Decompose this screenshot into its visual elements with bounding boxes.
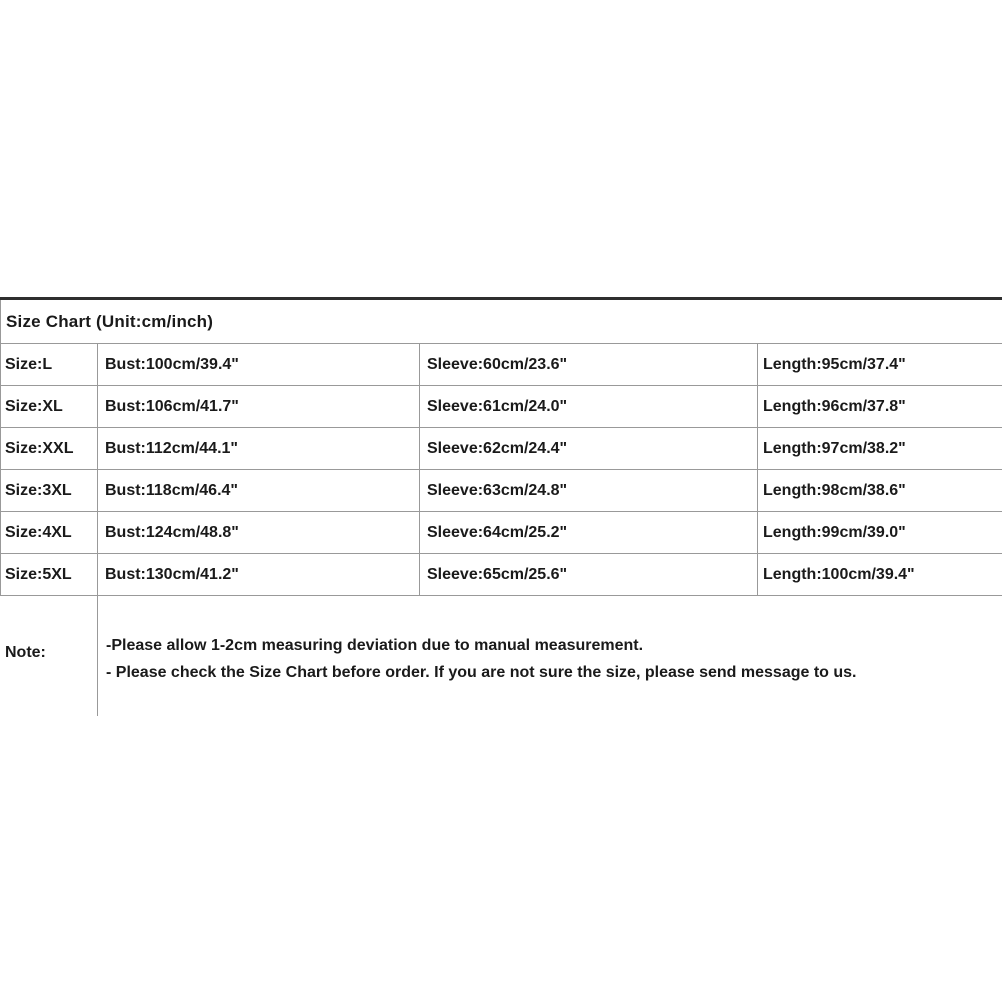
table-row	[1, 512, 1002, 554]
bust-cell: Bust:130cm/41.2"	[98, 554, 420, 596]
note-line-1: -Please allow 1-2cm measuring deviation due to manual measurement.	[106, 637, 644, 654]
bust-cell: Bust:124cm/48.8"	[98, 512, 420, 554]
size-table	[0, 343, 1002, 596]
bust-cell: Bust:106cm/41.7"	[98, 386, 420, 428]
size-chart	[0, 297, 1002, 716]
table-row	[1, 470, 1002, 512]
size-cell: Size:XL	[1, 386, 98, 428]
sleeve-cell: Sleeve:65cm/25.6"	[420, 554, 758, 596]
size-cell: Size:L	[1, 344, 98, 386]
note-line-2: - Please check the Size Chart before order. If you are not sure the size, please send message to us.	[106, 664, 857, 681]
note-body	[97, 596, 1002, 716]
sleeve-cell: Sleeve:63cm/24.8"	[420, 470, 758, 512]
length-cell: Length:95cm/37.4"	[758, 344, 1002, 386]
size-chart-title: Size Chart (Unit:cm/inch)	[0, 300, 1002, 343]
size-cell: Size:3XL	[1, 470, 98, 512]
bust-cell: Bust:112cm/44.1"	[98, 428, 420, 470]
length-cell: Length:97cm/38.2"	[758, 428, 1002, 470]
sleeve-cell: Sleeve:64cm/25.2"	[420, 512, 758, 554]
sleeve-cell: Sleeve:62cm/24.4"	[420, 428, 758, 470]
length-cell: Length:98cm/38.6"	[758, 470, 1002, 512]
note-section	[0, 596, 1002, 716]
length-cell: Length:96cm/37.8"	[758, 386, 1002, 428]
bust-cell: Bust:100cm/39.4"	[98, 344, 420, 386]
table-row	[1, 428, 1002, 470]
sleeve-cell: Sleeve:60cm/23.6"	[420, 344, 758, 386]
length-cell: Length:99cm/39.0"	[758, 512, 1002, 554]
table-row	[1, 344, 1002, 386]
bust-cell: Bust:118cm/46.4"	[98, 470, 420, 512]
sleeve-cell: Sleeve:61cm/24.0"	[420, 386, 758, 428]
table-row	[1, 554, 1002, 596]
size-cell: Size:XXL	[1, 428, 98, 470]
size-cell: Size:4XL	[1, 512, 98, 554]
length-cell: Length:100cm/39.4"	[758, 554, 1002, 596]
size-cell: Size:5XL	[1, 554, 98, 596]
table-row	[1, 386, 1002, 428]
note-label: Note:	[5, 644, 46, 661]
